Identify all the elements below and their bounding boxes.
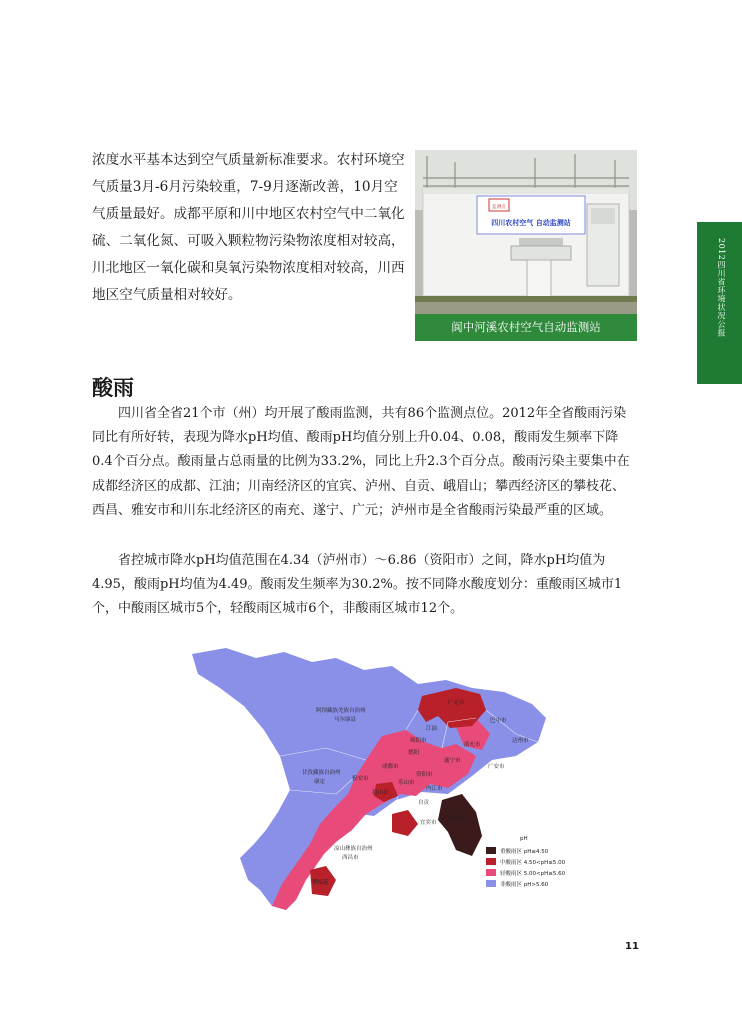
monitoring-station-photo <box>415 150 637 341</box>
acid-rain-paragraph-2: 省控城市降水pH均值范围在4.34（泸州市）～6.86（资阳市）之间，降水pH均值为4.95，酸雨pH均值为4.49。酸雨发生频率为30.2%。按不同降水酸度划分：重酸雨区城市1个，中酸雨区城市5个，轻酸雨区城市6个，非酸雨区城市12个。 <box>92 553 623 617</box>
label-nanchong: 南充市 <box>464 742 481 748</box>
sign-main-text: 四川农村空气 自动监测站 <box>491 219 571 227</box>
label-ganzi-city: 康定 <box>314 779 326 785</box>
acid-rain-paragraph-1: 四川省全省21个市（州）均开展了酸雨监测，共有86个监测点位。2012年全省酸雨污染同比有所好转，表现为降水pH均值、酸雨pH均值分别上升0.04、0.08，酸雨发生频率下降0.4个百分点。酸雨量占总雨量的比例为33.2%，同比上升2.3个百分点。酸雨污染主要集中在成都经济区的成都、江油；川南经济区的宜宾、泸州、自贡、峨眉山；攀西经济区的攀枝花、西昌、雅安市和川东北经济区的南充、遂宁、广元；泸州市是全省酸雨污染最严重的区域。 <box>92 406 630 518</box>
acid-rain-map <box>186 644 616 916</box>
map-region-heavy <box>438 794 482 856</box>
legend-swatch-light <box>486 869 496 876</box>
map-legend <box>486 836 566 888</box>
legend-label-none: 非酸雨区 pH>5.60 <box>500 882 549 888</box>
label-liangshan-city: 西昌市 <box>342 855 359 861</box>
label-panzhihua: 攀枝花 <box>312 880 329 886</box>
label-aba-city: 马尔康县 <box>334 717 357 723</box>
label-leshan: 乐山市 <box>398 780 415 786</box>
page-number: 11 <box>625 941 639 952</box>
label-jiangyou: 江油 <box>426 726 438 732</box>
legend-label-light: 轻酸雨区 5.00<pH≤5.60 <box>500 871 566 877</box>
label-liangshan: 凉山彝族自治州 <box>334 846 373 852</box>
label-meishan: 眉山市 <box>372 790 389 796</box>
legend-swatch-medium <box>486 858 496 865</box>
label-bazhong: 巴中市 <box>490 718 507 724</box>
legend-label-heavy: 重酸雨区 pH≤4.50 <box>500 849 549 855</box>
legend-title: pH <box>520 836 528 842</box>
label-ziyang: 资阳市 <box>416 772 433 778</box>
label-dazhou: 达州市 <box>512 738 529 744</box>
label-guangan: 广安市 <box>488 764 505 770</box>
label-mianyang: 绵阳市 <box>410 738 427 744</box>
label-zigong: 自贡 <box>418 800 430 806</box>
side-tab-text: 2012四川省环境状况公报 <box>717 238 726 337</box>
label-aba: 阿坝藏族羌族自治州 <box>316 708 366 714</box>
label-deyang: 德阳 <box>408 750 420 756</box>
section-heading-acid-rain: 酸雨 <box>92 376 134 400</box>
label-chengdu: 成都市 <box>382 764 399 770</box>
legend-label-medium: 中酸雨区 4.50<pH≤5.00 <box>500 860 566 866</box>
station-illustration <box>415 150 637 341</box>
legend-swatch-heavy <box>486 847 496 854</box>
label-suining: 遂宁市 <box>444 758 461 764</box>
photo-caption: 阆中河溪农村空气自动监测站 <box>415 314 637 341</box>
label-neijiang: 内江市 <box>426 786 443 792</box>
label-ganzi: 甘孜藏族自治州 <box>302 770 341 776</box>
intro-paragraph: 浓度水平基本达到空气质量新标准要求。农村环境空气质量3月-6月污染较重，7-9月逐渐改善，10月空气质量最好。成都平原和川中地区农村空气中二氧化硫、二氧化氮、可吸入颗粒物污染物浓度相对较高，川北地区一氧化碳和臭氧污染物浓度相对较高，川西地区空气质量相对较好。 <box>92 152 405 303</box>
label-luzhou: 泸州市 <box>448 816 465 822</box>
sign-top-text: 监测点 <box>492 205 506 210</box>
label-yibin: 宜宾市 <box>420 820 437 826</box>
side-chapter-tab <box>697 222 742 384</box>
label-guangyuan: 广元市 <box>448 700 465 706</box>
label-yaan: 雅安市 <box>352 776 369 782</box>
legend-swatch-none <box>486 880 496 887</box>
